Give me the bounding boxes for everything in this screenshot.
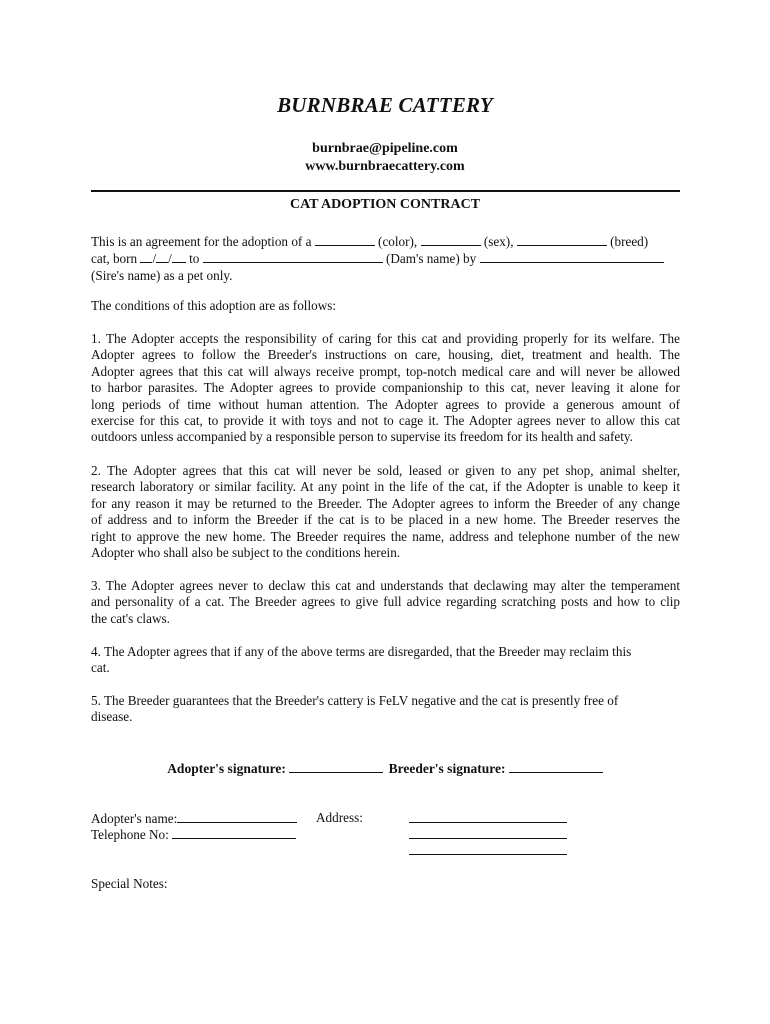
address-line-1[interactable] <box>409 810 567 827</box>
clause-line: 3. The Adopter agrees never to declaw this cat and understands that declawing may alter the temperament <box>91 578 680 593</box>
clause-4 <box>91 644 680 677</box>
birth-day-field[interactable] <box>156 250 168 263</box>
clause-line: to harbor parasites. The Adopter agrees to provide companionship to this cat, never leaving it alone for <box>91 380 680 396</box>
clause-line: the cat's claws. <box>91 610 170 626</box>
clause-line: for any reason it may be returned to the Breeder. The Adopter agrees to inform the Breeder of any change <box>91 495 680 511</box>
color-field[interactable] <box>315 233 375 246</box>
breed-label: (breed) <box>610 234 649 249</box>
birth-year-field[interactable] <box>172 250 186 263</box>
color-label: (color), <box>378 234 418 249</box>
telephone-row <box>91 826 296 843</box>
clause-1 <box>91 331 680 446</box>
special-notes-label: Special Notes: <box>91 876 168 891</box>
address-line-2[interactable] <box>409 826 567 843</box>
clause-line: 2. The Adopter agrees that this cat will never be sold, leased or given to any pet shop, animal shelter, <box>91 463 680 478</box>
clause-line: Adopter agrees that this cat will always receive prompt, top-notch medical care and will never be allowed <box>91 363 680 379</box>
telephone-label: Telephone No: <box>91 827 169 842</box>
clause-line: and personality of a cat. The Breeder agrees to give full advice regarding scratching posts and how to clip <box>91 594 680 610</box>
breeder-signature-label: Breeder's signature: <box>388 761 506 776</box>
to-label: to <box>189 251 200 267</box>
birth-month-field[interactable] <box>140 250 152 263</box>
signature-row <box>0 760 770 777</box>
clause-line: research laboratory or similar facility. At any point in the life of the cat, if the Adopter is unable to keep it <box>91 479 680 495</box>
intro-line-1 <box>91 233 680 250</box>
website-url[interactable]: www.burnbraecattery.com <box>305 159 465 174</box>
clause-line: Adopter agrees to follow the Breeder's instructions on care, housing, diet, treatment and health. The <box>91 347 680 363</box>
adopter-name-field[interactable] <box>177 810 297 823</box>
adopter-name-label: Adopter's name: <box>91 811 178 826</box>
address-line-3[interactable] <box>409 842 567 859</box>
adopter-signature-label: Adopter's signature: <box>167 761 286 776</box>
clause-line: of address and to inform the Breeder if the cat is to be placed in a new home. The Breeder reserves the <box>91 512 680 528</box>
header-divider <box>91 190 680 192</box>
clause-2 <box>91 463 680 561</box>
sex-label: (sex), <box>483 234 514 249</box>
sire-label: (Sire's name) as a pet only. <box>91 267 233 283</box>
dam-label: (Dam's name) by <box>385 251 477 267</box>
clause-line: 5. The Breeder guarantees that the Breeder's cattery is FeLV negative and the cat is presently free of <box>91 693 619 708</box>
date-separator: / <box>152 251 157 267</box>
intro-text: This is an agreement for the adoption of a <box>91 234 312 249</box>
email-address[interactable]: burnbrae@pipeline.com <box>312 141 458 156</box>
cat-born-label: cat, born <box>91 251 138 267</box>
breeder-signature-field[interactable] <box>509 760 603 773</box>
sex-field[interactable] <box>421 233 481 246</box>
intro-paragraph <box>91 233 680 284</box>
clause-3 <box>91 578 680 627</box>
clause-line: 1. The Adopter accepts the responsibility of caring for this cat and providing properly for its welfare. The <box>91 331 680 346</box>
clause-line: disease. <box>91 709 133 725</box>
clause-line: 4. The Adopter agrees that if any of the above terms are disregarded, that the Breeder may reclaim this <box>91 644 632 659</box>
dam-name-field[interactable] <box>203 250 383 263</box>
cattery-title: BURNBRAE CATTERY <box>277 93 493 117</box>
breed-field[interactable] <box>517 233 607 246</box>
date-separator: / <box>168 251 172 267</box>
telephone-field[interactable] <box>172 826 296 839</box>
clause-line: long periods of time without human attention. The Adopter agrees to provide a generous amount of <box>91 396 680 412</box>
clause-5 <box>91 693 680 726</box>
clause-line: cat. <box>91 660 110 676</box>
adopter-signature-field[interactable] <box>289 760 383 773</box>
address-label: Address: <box>316 810 363 825</box>
clause-line: right to approve the new home. The Breeder requires the name, address and telephone number of the new <box>91 528 680 544</box>
clause-line: Adopter who shall also be subject to the conditions herein. <box>91 545 401 561</box>
clause-line: outdoors unless accompanied by a responsible person to supervise its freedom for its health and safety. <box>91 429 633 445</box>
intro-line-2 <box>91 250 680 267</box>
contract-heading: CAT ADOPTION CONTRACT <box>289 197 481 212</box>
clause-line: exercise for this cat, to provide it with toys and not to cage it. The Adopter agrees never to allow this cat <box>91 413 680 429</box>
adopter-name-row <box>91 810 297 827</box>
sire-name-field[interactable] <box>480 250 664 263</box>
conditions-intro: The conditions of this adoption are as follows: <box>91 298 337 313</box>
